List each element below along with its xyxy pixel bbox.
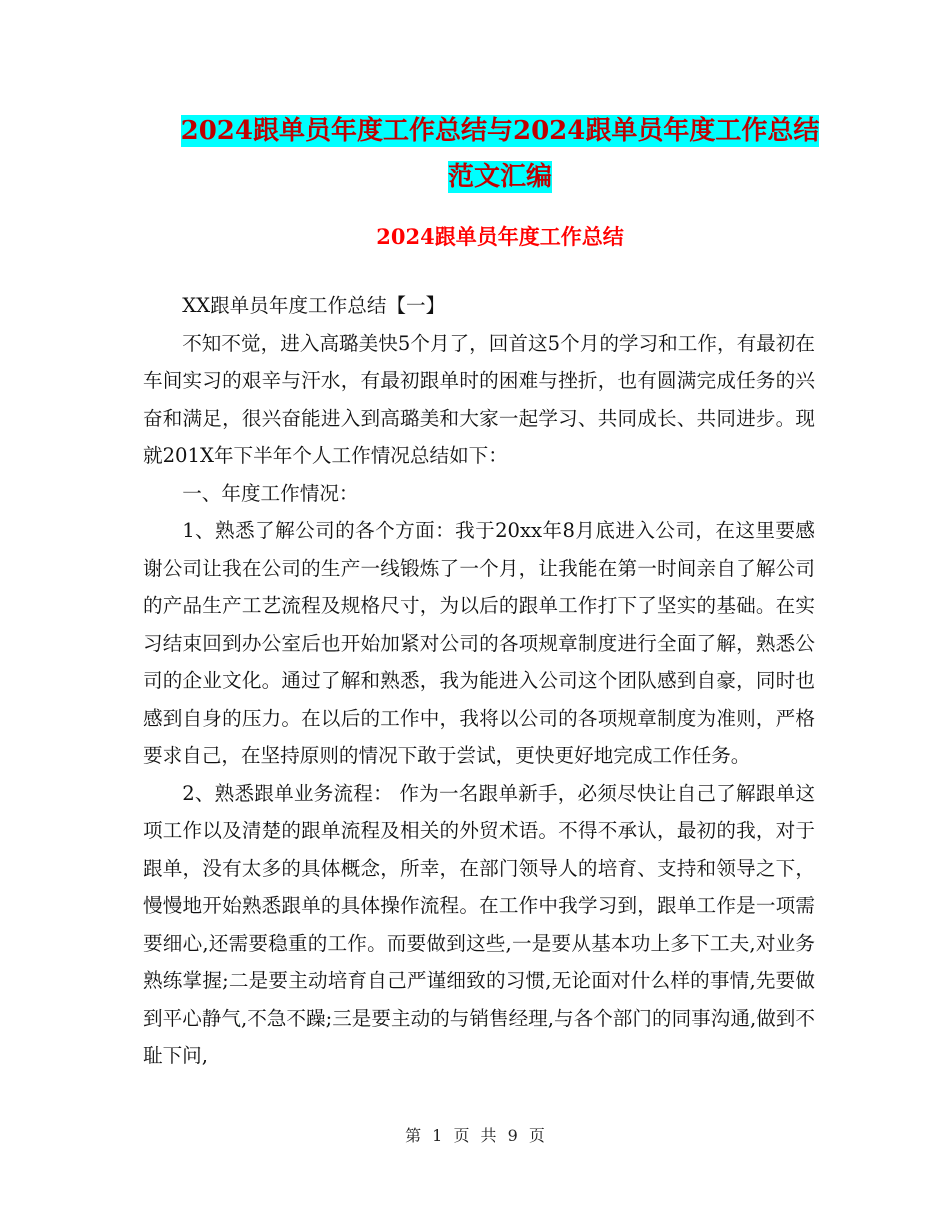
paragraph-item-1: 1、熟悉了解公司的各个方面：我于20xx年8月底进入公司，在这里要感谢公司让我在公司的生产一线锻炼了一个月，让我能在第一时间亲自了解公司的产品生产工艺流程及规格尺寸，为以后的跟单工作打下了坚实的基础。在实习结束回到办公室后也开始加紧对公司的各项规章制度进行全面了解，熟悉公司的企业文化。通过了解和熟悉，我为能进入公司这个团队感到自豪，同时也感到自身的压力。在以后的工作中，我将以公司的各项规章制度为准则，严格要求自己，在坚持原则的情况下敢于尝试，更快更好地完成工作任务。	[143, 519, 815, 767]
section-heading: 2024跟单员年度工作总结	[376, 224, 624, 249]
page-footer: 第 1 页 共 9 页	[405, 1126, 545, 1145]
document-body	[143, 287, 815, 1075]
paragraph-subtitle: XX跟单员年度工作总结【一】	[182, 294, 446, 317]
paragraph-section-one-heading: 一、年度工作情况：	[182, 481, 359, 505]
document-title	[140, 108, 860, 200]
paragraph-item-2: 2、熟悉跟单业务流程： 作为一名跟单新手，必须尽快让自己了解跟单这项工作以及清楚的跟单流程及相关的外贸术语。不得不承认，最初的我，对于跟单，没有太多的具体概念，所幸，在部门领导人的培育、支持和领导之下，慢慢地开始熟悉跟单的具体操作流程。在工作中我学习到，跟单工作是一项需要细心,还需要稳重的工作。而要做到这些,一是要从基本功上多下工夫,对业务熟练掌握;二是要主动培育自己严谨细致的习惯,无论面对什么样的事情,先要做到平心静气,不急不躁;三是要主动的与销售经理,与各个部门的同事沟通,做到不耻下问,	[143, 781, 815, 1067]
paragraph-intro: 不知不觉，进入高璐美快5个月了，回首这5个月的学习和工作，有最初在车间实习的艰辛与汗水，有最初跟单时的困难与挫折，也有圆满完成任务的兴奋和满足，很兴奋能进入到高璐美和大家一起学习、共同成长、共同进步。现就201X年下半年个人工作情况总结如下：	[143, 331, 815, 467]
document-title-line-1: 2024跟单员年度工作总结与2024跟单员年度工作总结	[180, 116, 820, 146]
document-title-line-2: 范文汇编	[447, 162, 552, 192]
